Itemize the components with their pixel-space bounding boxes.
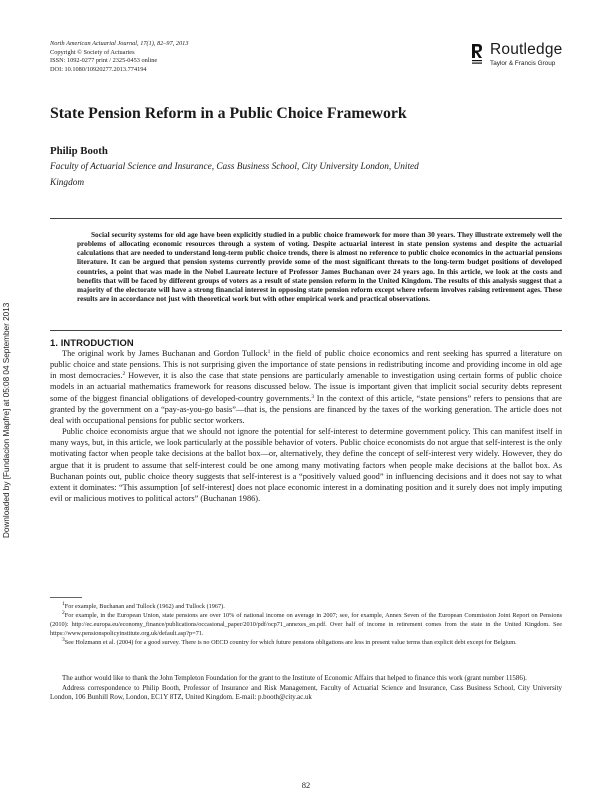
author-name: Philip Booth (50, 145, 108, 157)
footnote-2-number: 2 (62, 609, 65, 616)
footnote-1-number: 1 (62, 601, 65, 607)
publisher-tagline: Taylor & Francis Group (490, 60, 556, 67)
abstract (77, 230, 562, 303)
p1-part-a: The original work by James Buchanan and Gordon Tullock (62, 349, 268, 358)
issn-line: ISSN: 1092-0277 print / 2325-0453 online (50, 57, 158, 65)
copyright-line: Copyright © Society of Actuaries (50, 48, 135, 56)
doi-line: DOI: 10.1080/10920277.2013.774194 (50, 65, 147, 73)
publisher-brand: Routledge (490, 41, 563, 58)
footnote-1-text: For example, Buchanan and Tullock (1962) and Tullock (1967). (64, 603, 225, 610)
journal-citation: North American Actuarial Journal, 17(1), 82–97, 2013 (50, 40, 189, 47)
footnote-2 (50, 609, 562, 639)
publisher-logo (470, 40, 570, 72)
footnote-2-text: For example, in the European Union, state pensions are over 10% of national income on average in 2007; see, for example, Annex Seven of the European Commission Joint Report on Pensions (2010): http://ec.europa.eu/economy_finance/publications/occasional_paper/2010/pdf/ocp71_annexes_en.pdf. Over half of income in retirement comes from the state in the United Kingdom. See https://www.pensionspolicyinstitute.org.uk/default.asp?p=71. (50, 611, 562, 637)
acknowledgment: The author would like to thank the John Templeton Foundation for the grant to the Institute of Economic Affairs that helped to finance this work (grant number 11586). (62, 674, 527, 682)
footnote-3-number: 3 (62, 636, 65, 643)
footnote-1 (50, 603, 562, 612)
footnote-3 (50, 636, 562, 648)
section-heading: 1. INTRODUCTION (50, 337, 134, 348)
footnote-ref-3[interactable]: 3 (311, 393, 315, 400)
p1-part-d: In the context of this article, “state pensions” refers to pensions that are granted by the government on a “pay-as-you-go basis”—that is, the pensions are financed by the taxes of the working generation. The article does not deal with occupational pensions for public sector workers. (50, 393, 562, 425)
page-number: 82 (301, 780, 311, 790)
footnote-rule (50, 597, 82, 598)
abstract-bottom-rule (50, 330, 562, 331)
paragraph-1 (50, 348, 562, 426)
abstract-top-rule (50, 218, 562, 219)
footnotes (50, 603, 562, 648)
abstract-text: Social security systems for old age have been explicitly studied in a public choice framework for more than 30 years. They illustrate extremely well the problems of allocating economic resources through a system of voting. Despite actuarial interest in state pension systems and despite the actuarial calculations that are needed to understand long-term public choice trends, there is almost no reference to public choice economics in the actuarial pensions literature. It can be argued that pension systems currently provide some of the most significant threats to the long-term budget positions of developed countries, a point that was made in the Nobel Laureate lecture of Professor James Buchanan over 24 years ago. In this article, we look at the costs and benefits that will be faced by different groups of voters as a result of state pension reform in the United Kingdom. The results of this analysis suggest that a majority of the electorate will have a strong financial interest in opposing state pension reform except where reform involves raising retirement ages. These results are in accordance not just with theoretical work but with other empirical work and practical observations. (77, 230, 562, 304)
paragraph-2: Public choice economists argue that we should not ignore the potential for self-interest to determine government policy. This can manifest itself in many ways, but, in this article, we look particularly at the possible behavior of voters. Public choice economists do not argue that self-interest is the only motivating factor when people take decisions at the ballot box—or, alternatively, they define the concept of self-interest very widely. However, they do argue that it is prudent to assume that self-interest could be one among many motivating factors when people make decisions at the ballot box. As Buchanan points out, public choice theory suggests that self-interest is a “positively valued good” in influencing decisions and it does not say to what extent it dominates: “This assumption [of self-interest] does not place economic interest in a dominating position and it surely does not imply imputing evil or malicious motives to political actors” (Buchanan 1986). (50, 427, 562, 504)
download-watermark: Downloaded by [Fundacion Mapfre] at 05:08 04 September 2013 (2, 302, 11, 538)
footnote-ref-2[interactable]: 2 (122, 371, 126, 378)
journal-metadata (50, 40, 188, 74)
footnote-ref-1[interactable]: 1 (267, 349, 271, 355)
routledge-r-logo-icon (470, 42, 484, 66)
body-text (50, 348, 562, 504)
author-affiliation: Faculty of Actuarial Science and Insurance, Cass Business School, City University London, United Kingdom (50, 162, 419, 188)
article-title: State Pension Reform in a Public Choice Framework (50, 105, 407, 122)
author-notes (50, 674, 562, 703)
p1-part-c: However, it is also the case that state pensions are particularly amenable to investigation using certain forms of public choice models in an actuarial mathematics framework for reasons discussed below. The issue is important given that implicit social security debts represent some of the biggest financial obligations of developed-country governments. (50, 371, 562, 403)
correspondence-address: Address correspondence to Philip Booth, Professor of Insurance and Risk Management, Faculty of Actuarial Science and Insurance, Cass Business School, City University London, 106 Bunhill Row, London, EC1Y 8TZ, United Kingdom. E-mail: p.booth@city.ac.uk (50, 683, 562, 702)
footnote-3-text: See Holzmann et al. (2004) for a good survey. There is no OECD country for which future pensions obligations are less in present value terms than explicit debt except for Belgium. (64, 638, 517, 646)
p1-part-b: in the field of public choice economics and rent seeking has spurred a literature on public choice and state pensions. This is not surprising given the importance of state pensions in redistributing income and providing income in old age in most democracies. (50, 349, 562, 381)
